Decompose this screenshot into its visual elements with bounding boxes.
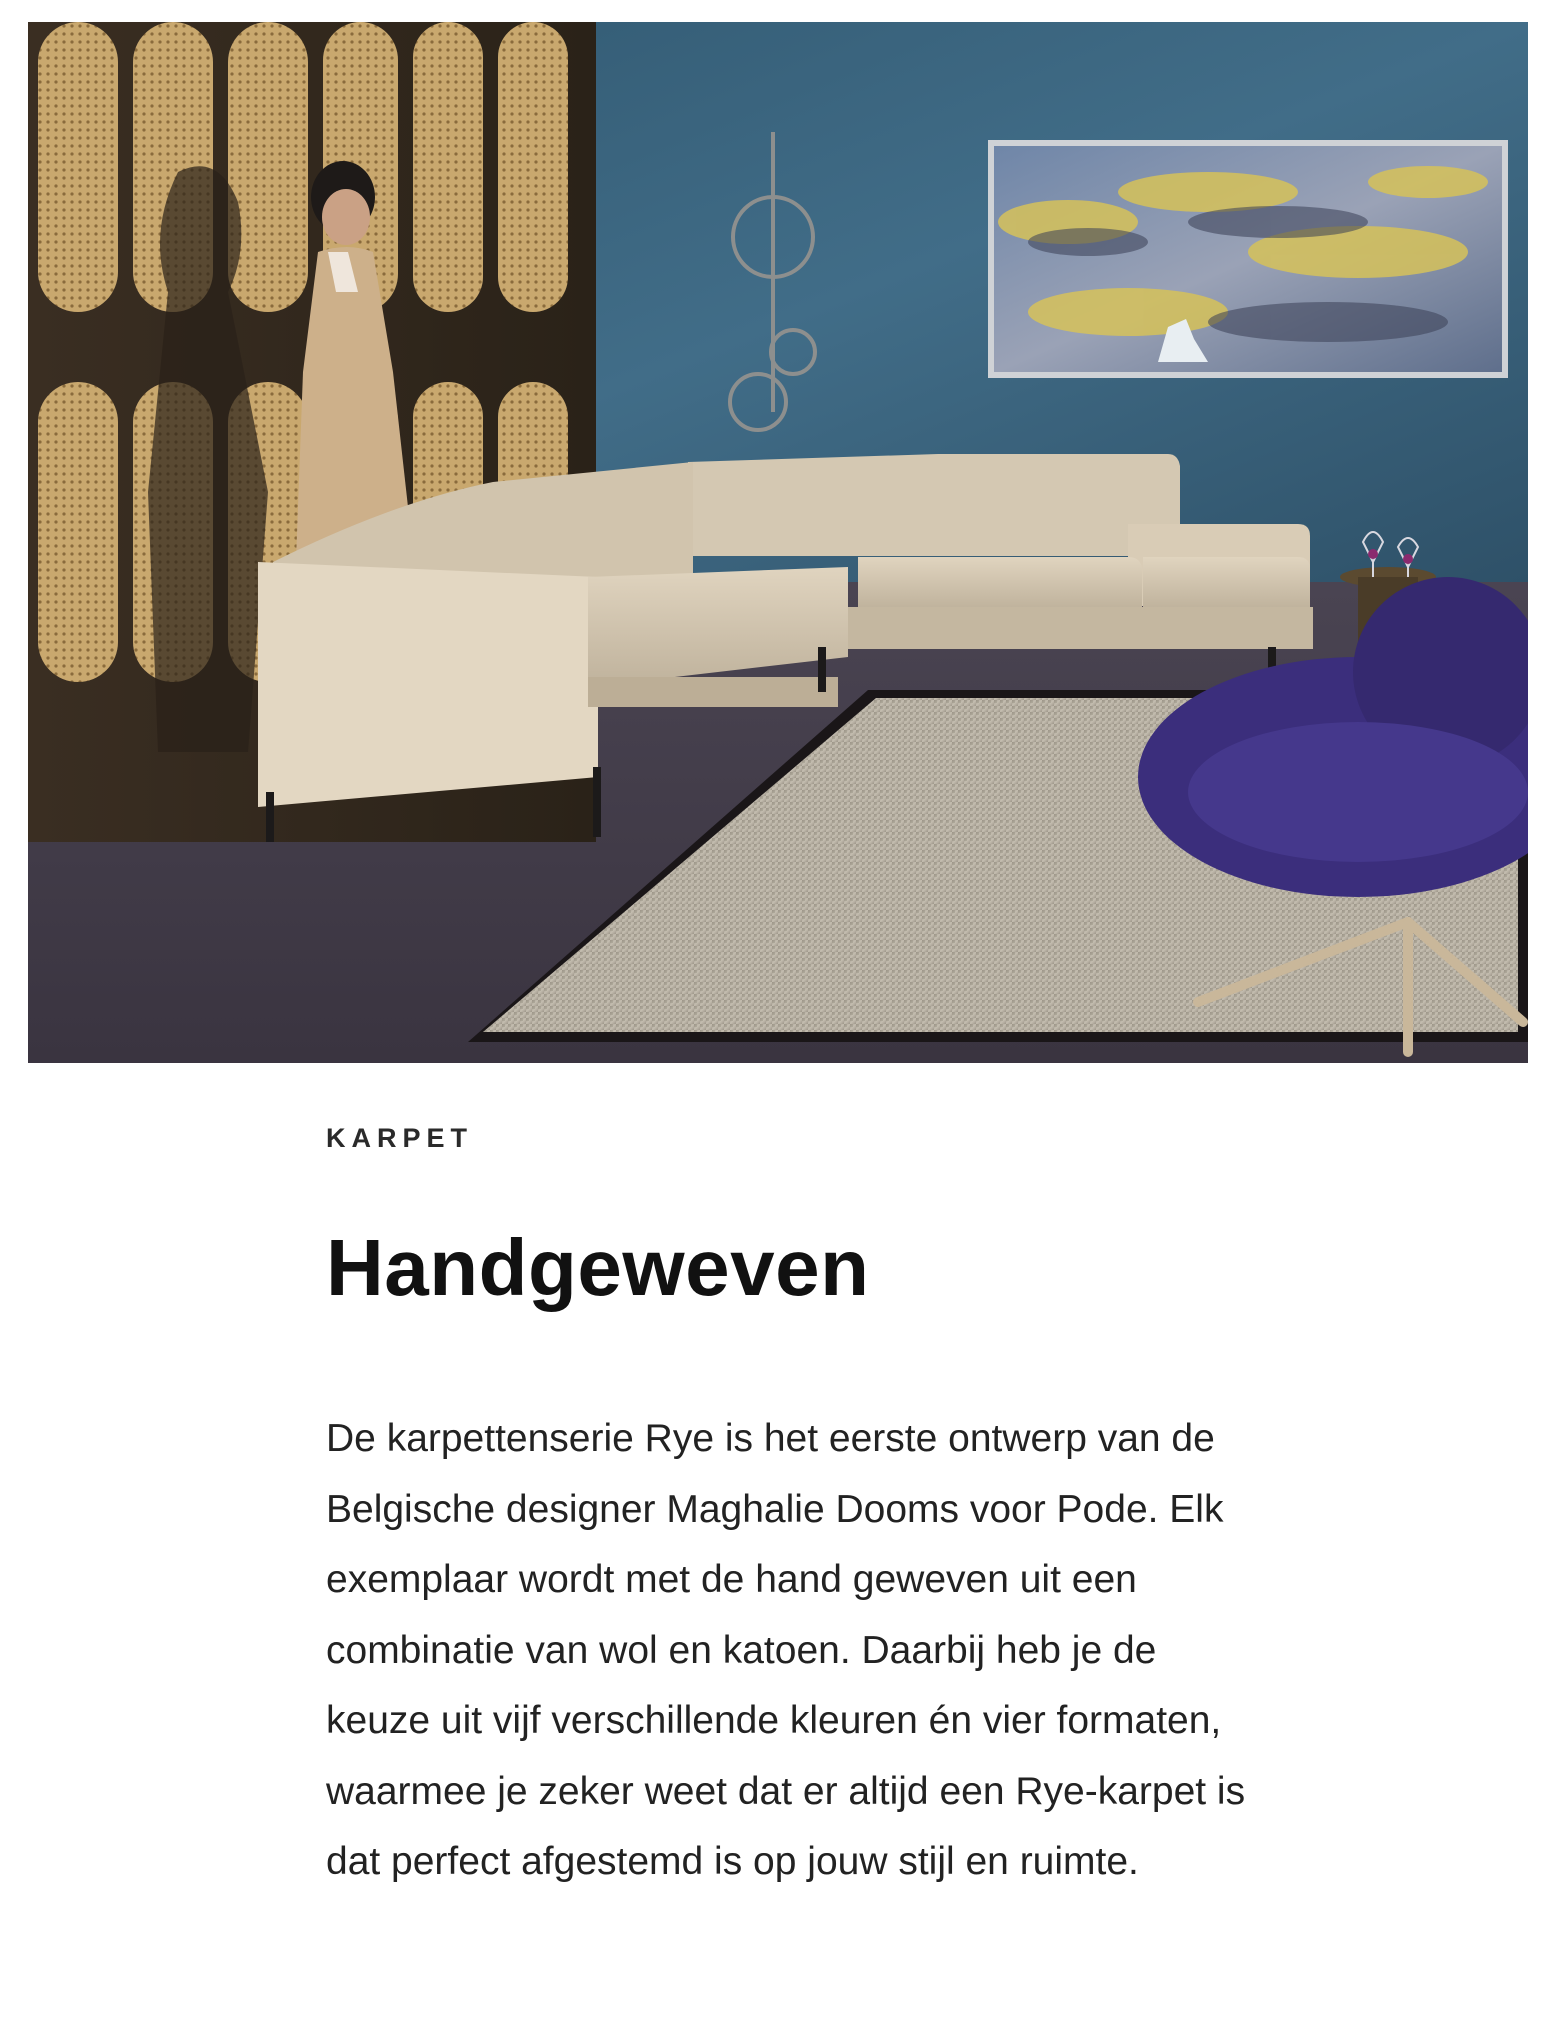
- hero-image: [28, 22, 1528, 1063]
- article-title: Handgeweven: [326, 1223, 870, 1312]
- article-body: De karpettenserie Rye is het eerste ontwerp van de Belgische designer Maghalie Dooms voor Pode. Elk exemplaar wordt met de hand geweven uit een combinatie van wol en katoen. Daarbij heb je de keuze uit vijf verschillende kleuren én vier formaten, waarmee je zeker weet dat er altijd een Rye-karpet is dat perfect afgestemd is op jouw stijl en ruimte.: [326, 1417, 1246, 1883]
- article-category: KARPET: [326, 1123, 474, 1153]
- article: [326, 1110, 1266, 1898]
- living-room-photo-icon: [28, 22, 1528, 1063]
